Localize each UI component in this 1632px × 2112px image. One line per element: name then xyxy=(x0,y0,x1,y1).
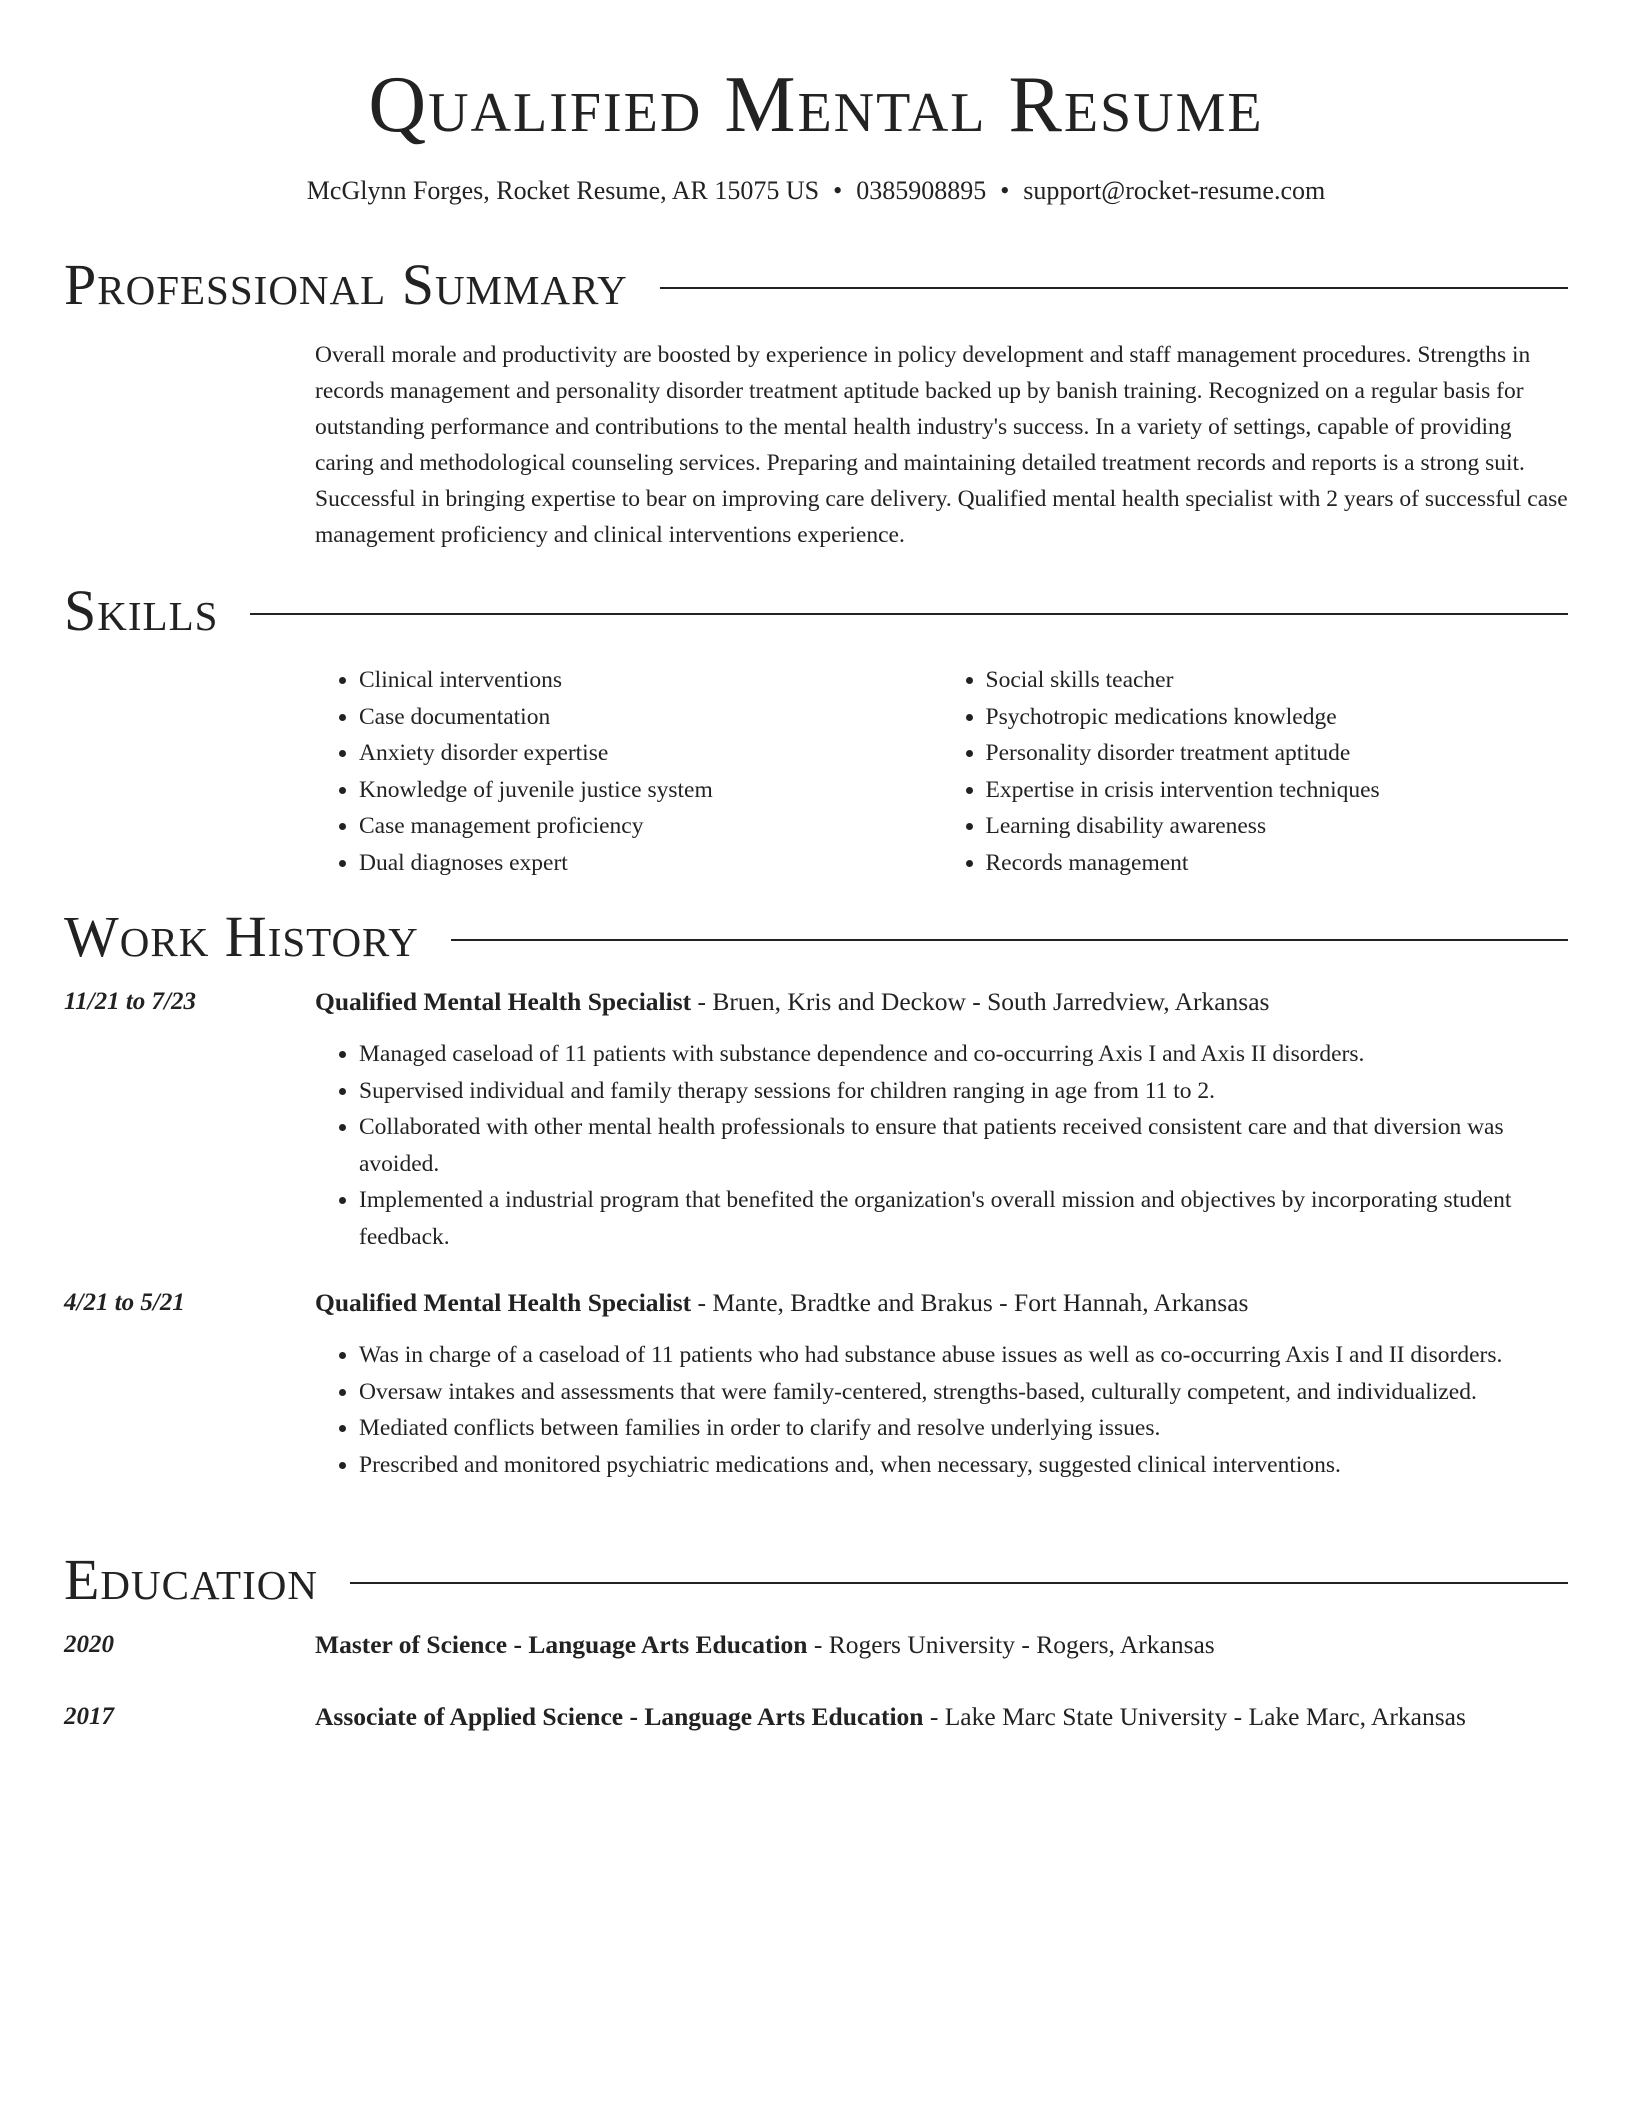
job-duty: • Prescribed and monitored psychiatric medications and, when necessary, suggested clinical interventions. xyxy=(359,1447,1568,1484)
job-duty: • Mediated conflicts between families in order to clarify and resolve underlying issues. xyxy=(359,1410,1568,1447)
skill-item: • Case documentation xyxy=(359,699,942,736)
contact-separator: • xyxy=(833,176,843,205)
job-dates: 4/21 to 5/21 xyxy=(64,1289,185,1316)
education-school: - Lake Marc State University - Lake Marc, Arkansas xyxy=(923,1702,1466,1731)
skill-item: • Expertise in crisis intervention techniques xyxy=(986,772,1569,809)
job-dates: 11/21 to 7/23 xyxy=(64,988,196,1015)
job-heading xyxy=(315,984,1568,1020)
job-duty: • Supervised individual and family therapy sessions for children ranging in age from 11 to 2. xyxy=(359,1073,1568,1110)
skill-item: • Personality disorder treatment aptitude xyxy=(986,735,1569,772)
section-divider xyxy=(451,939,1568,941)
education-degree: Master of Science - Language Arts Education xyxy=(315,1630,808,1659)
education-school: - Rogers University - Rogers, Arkansas xyxy=(807,1630,1215,1659)
skill-item: • Knowledge of juvenile justice system xyxy=(359,772,942,809)
job-employer: - Mante, Bradtke and Brakus - Fort Hannah, Arkansas xyxy=(691,1288,1249,1317)
contact-phone: 0385908895 xyxy=(856,176,987,205)
section-title-work-history: Work History xyxy=(64,904,419,969)
skill-item: • Dual diagnoses expert xyxy=(359,845,942,882)
section-header-skills xyxy=(64,576,1568,646)
education-degree: Associate of Applied Science - Language Arts Education xyxy=(315,1702,924,1731)
contact-separator: • xyxy=(1000,176,1010,205)
job-duties xyxy=(315,1337,1568,1483)
skill-item: • Records management xyxy=(986,845,1569,882)
section-header-summary xyxy=(64,250,1568,320)
resume-title: Qualified Mental Resume xyxy=(368,61,1264,149)
contact-line xyxy=(64,173,1568,209)
skill-item: • Case management proficiency xyxy=(359,808,942,845)
job-duty: • Implemented a industrial program that benefited the organization's overall mission and objectives by incorporating student feedback. xyxy=(359,1182,1568,1255)
job-employer: - Bruen, Kris and Deckow - South Jarredview, Arkansas xyxy=(691,987,1270,1016)
section-title-summary: Professional Summary xyxy=(64,252,628,317)
contact-email: support@rocket-resume.com xyxy=(1023,176,1326,205)
section-header-education xyxy=(64,1545,1568,1615)
job-heading xyxy=(315,1285,1568,1321)
education-year: 2020 xyxy=(64,1631,114,1658)
education-heading xyxy=(315,1627,1568,1663)
education-year: 2017 xyxy=(64,1703,114,1730)
education-heading xyxy=(315,1699,1568,1735)
job-title: Qualified Mental Health Specialist xyxy=(315,987,692,1016)
job-title: Qualified Mental Health Specialist xyxy=(315,1288,692,1317)
skill-item: • Learning disability awareness xyxy=(986,808,1569,845)
skill-item: • Clinical interventions xyxy=(359,662,942,699)
section-title-education: Education xyxy=(64,1547,318,1612)
summary-paragraph: Overall morale and productivity are boosted by experience in policy development and staff management procedures. Strengths in records management and personality disorder treatment aptitude backed up by banish training. Recognized on a regular basis for outstanding performance and contributions to the mental health industry's success. In a variety of settings, capable of providing caring and methodological counseling services. Preparing and maintaining detailed treatment records and reports is a strong suit. Successful in bringing expertise to bear on improving care delivery. Qualified mental health specialist with 2 years of successful case management proficiency and clinical interventions experience. xyxy=(315,342,1568,548)
job-duty: • Managed caseload of 11 patients with substance dependence and co-occurring Axis I and Axis II disorders. xyxy=(359,1036,1568,1073)
skills-column-left xyxy=(315,662,942,881)
section-divider xyxy=(350,1582,1568,1584)
skills-column-right xyxy=(942,662,1569,881)
job-duties xyxy=(315,1036,1568,1255)
section-header-work-history xyxy=(64,902,1568,972)
skill-item: • Anxiety disorder expertise xyxy=(359,735,942,772)
section-divider xyxy=(660,287,1568,289)
skills-list xyxy=(315,662,1568,881)
job-duty: • Was in charge of a caseload of 11 patients who had substance abuse issues as well as co-occurring Axis I and II disorders. xyxy=(359,1337,1568,1374)
skill-item: • Social skills teacher xyxy=(986,662,1569,699)
job-duty: • Collaborated with other mental health professionals to ensure that patients received consistent care and that diversion was avoided. xyxy=(359,1109,1568,1182)
skill-item: • Psychotropic medications knowledge xyxy=(986,699,1569,736)
section-divider xyxy=(250,613,1568,615)
section-title-skills: Skills xyxy=(64,578,219,643)
job-duty: • Oversaw intakes and assessments that were family-centered, strengths-based, culturally competent, and individualized. xyxy=(359,1374,1568,1411)
contact-address: McGlynn Forges, Rocket Resume, AR 15075 US xyxy=(306,176,820,205)
